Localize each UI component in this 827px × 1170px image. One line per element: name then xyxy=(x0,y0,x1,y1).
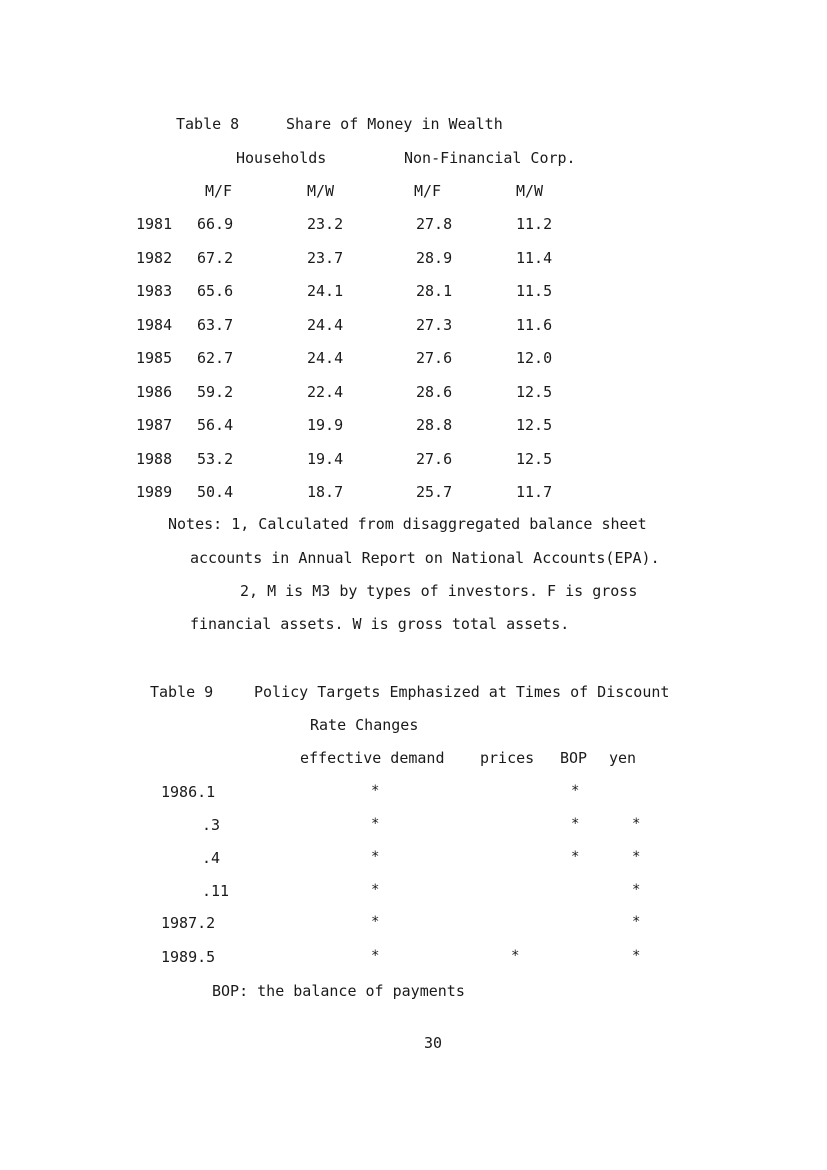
table9-mark-effective-demand: * xyxy=(371,882,380,898)
table8-cell: 67.2 xyxy=(197,249,234,267)
table8-cell: 62.7 xyxy=(197,349,234,367)
table8-cell: 19.9 xyxy=(307,416,344,434)
table8-cell: 24.1 xyxy=(307,282,344,300)
table8-cell: 56.4 xyxy=(197,416,234,434)
table8-cell: 12.5 xyxy=(516,383,553,401)
table8-group-nonfinancial: Non-Financial Corp. xyxy=(404,149,576,167)
table8-cell: 28.1 xyxy=(416,282,453,300)
table8-note-line: Notes: 1, Calculated from disaggregated balance sheet xyxy=(168,515,647,533)
table8-row-year: 1984 xyxy=(136,316,173,334)
table8-row-year: 1983 xyxy=(136,282,173,300)
table9-title-cont: Rate Changes xyxy=(310,716,419,734)
table8-row-year: 1981 xyxy=(136,215,173,233)
table8-cell: 59.2 xyxy=(197,383,234,401)
table8-cell: 65.6 xyxy=(197,282,234,300)
table8-col-header: M/F xyxy=(205,182,233,200)
table8-cell: 19.4 xyxy=(307,450,344,468)
table9-label: Table 9 xyxy=(150,683,214,701)
table8-cell: 27.3 xyxy=(416,316,453,334)
table9-mark-bop: * xyxy=(571,783,580,799)
table8-cell: 24.4 xyxy=(307,316,344,334)
table9-col-bop: BOP xyxy=(560,749,588,767)
table9-mark-effective-demand: * xyxy=(371,914,380,930)
table8-group-households: Households xyxy=(236,149,327,167)
table8-title: Share of Money in Wealth xyxy=(286,115,503,133)
table8-cell: 11.6 xyxy=(516,316,553,334)
table8-cell: 50.4 xyxy=(197,483,234,501)
table8-cell: 22.4 xyxy=(307,383,344,401)
table8-cell: 27.8 xyxy=(416,215,453,233)
table9-mark-yen: * xyxy=(632,816,641,832)
table8-cell: 18.7 xyxy=(307,483,344,501)
table8-cell: 27.6 xyxy=(416,450,453,468)
table8-cell: 27.6 xyxy=(416,349,453,367)
table9-title: Policy Targets Emphasized at Times of Discount xyxy=(254,683,670,701)
table8-row-year: 1982 xyxy=(136,249,173,267)
table9-mark-effective-demand: * xyxy=(371,816,380,832)
page-number: 30 xyxy=(424,1034,443,1052)
table8-row-year: 1986 xyxy=(136,383,173,401)
table8-row-year: 1987 xyxy=(136,416,173,434)
table8-cell: 28.9 xyxy=(416,249,453,267)
table8-cell: 24.4 xyxy=(307,349,344,367)
table8-cell: 11.4 xyxy=(516,249,553,267)
table8-cell: 28.8 xyxy=(416,416,453,434)
table8-note-line: accounts in Annual Report on National Accounts(EPA). xyxy=(190,549,660,567)
table9-row-date: 1989.5 xyxy=(161,948,216,966)
table8-cell: 12.5 xyxy=(516,416,553,434)
table9-mark-effective-demand: * xyxy=(371,948,380,964)
table9-mark-effective-demand: * xyxy=(371,849,380,865)
table8-cell: 25.7 xyxy=(416,483,453,501)
table9-mark-prices: * xyxy=(511,948,520,964)
table8-col-header: M/F xyxy=(414,182,442,200)
table8-cell: 12.0 xyxy=(516,349,553,367)
table8-col-header: M/W xyxy=(307,182,335,200)
table8-cell: 11.5 xyxy=(516,282,553,300)
table8-cell: 66.9 xyxy=(197,215,234,233)
table9-mark-bop: * xyxy=(571,849,580,865)
table9-row-date: 1986.1 xyxy=(161,783,216,801)
table8-cell: 28.6 xyxy=(416,383,453,401)
table8-cell: 12.5 xyxy=(516,450,553,468)
table8-row-year: 1985 xyxy=(136,349,173,367)
table8-col-header: M/W xyxy=(516,182,544,200)
table9-mark-bop: * xyxy=(571,816,580,832)
table8-note-line: 2, M is M3 by types of investors. F is gross xyxy=(240,582,638,600)
table9-col-yen: yen xyxy=(609,749,637,767)
table8-cell: 11.7 xyxy=(516,483,553,501)
table9-mark-yen: * xyxy=(632,914,641,930)
table9-mark-yen: * xyxy=(632,849,641,865)
table8-cell: 63.7 xyxy=(197,316,234,334)
table9-col-effective-demand: effective demand xyxy=(300,749,445,767)
table9-row-date: .3 xyxy=(202,816,221,834)
table8-cell: 53.2 xyxy=(197,450,234,468)
table8-cell: 23.2 xyxy=(307,215,344,233)
table9-mark-yen: * xyxy=(632,882,641,898)
table9-mark-yen: * xyxy=(632,948,641,964)
table8-cell: 11.2 xyxy=(516,215,553,233)
table9-row-date: .4 xyxy=(202,849,221,867)
table9-col-prices: prices xyxy=(480,749,535,767)
table9-mark-effective-demand: * xyxy=(371,783,380,799)
table8-row-year: 1989 xyxy=(136,483,173,501)
table9-footnote: BOP: the balance of payments xyxy=(212,982,465,1000)
table8-label: Table 8 xyxy=(176,115,240,133)
table9-row-date: 1987.2 xyxy=(161,914,216,932)
table8-note-line: financial assets. W is gross total assets. xyxy=(190,615,570,633)
table8-cell: 23.7 xyxy=(307,249,344,267)
table8-row-year: 1988 xyxy=(136,450,173,468)
table9-row-date: .11 xyxy=(202,882,230,900)
